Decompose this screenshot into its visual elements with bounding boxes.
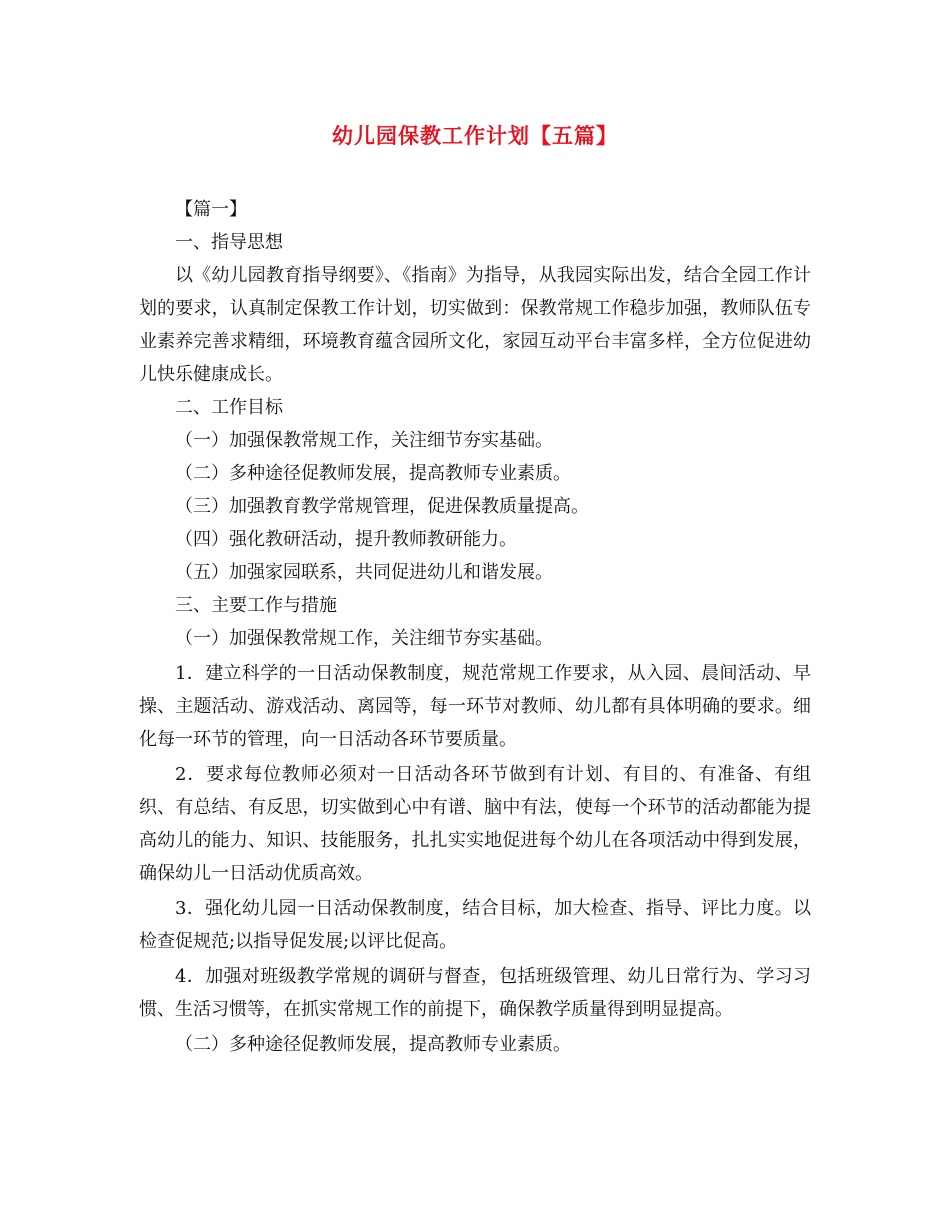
section-heading-work-goals: 二、工作目标 (175, 397, 283, 418)
measure-paragraph-2: 2．要求每位教师必须对一日活动各环节做到有计划、有目的、有准备、有组织、有总结、有反思，切实做到心中有谱、脑中有法，使每一个环节的活动都能为提高幼儿的能力、知识、技能服务，扎扎实实地促进每个幼儿在各项活动中得到发展，确保幼儿一日活动优质高效。 (139, 764, 811, 884)
goal-item-1: （一）加强保教常规工作，关注细节夯实基础。 (175, 430, 553, 451)
document-body (139, 193, 811, 1061)
goal-item-3: （三）加强教育教学常规管理，促进保教质量提高。 (175, 496, 589, 517)
section-heading-part-one: 【篇一】 (175, 199, 247, 220)
section-heading-guiding-thought: 一、指导思想 (175, 232, 283, 253)
goal-item-5: （五）加强家园联系，共同促进幼儿和谐发展。 (175, 562, 553, 583)
measure-paragraph-4: 4．加强对班级教学常规的调研与督查，包括班级管理、幼儿日常行为、学习习惯、生活习惯等，在抓实常规工作的前提下，确保教学质量得到明显提高。 (139, 966, 811, 1020)
goal-item-2: （二）多种途径促教师发展，提高教师专业素质。 (175, 463, 571, 484)
section-heading-main-work: 三、主要工作与措施 (175, 595, 337, 616)
subsection-heading-1: （一）加强保教常规工作，关注细节夯实基础。 (175, 628, 553, 649)
measure-paragraph-1: 1．建立科学的一日活动保教制度，规范常规工作要求，从入园、晨间活动、早操、主题活动、游戏活动、离园等，每一环节对教师、幼儿都有具体明确的要求。细化每一环节的管理，向一日活动各环节要质量。 (139, 663, 811, 750)
paragraph-guiding-thought: 以《幼儿园教育指导纲要》、《指南》为指导，从我园实际出发，结合全园工作计划的要求，认真制定保教工作计划，切实做到：保教常规工作稳步加强，教师队伍专业素养完善求精细，环境教育蕴含园所文化，家园互动平台丰富多样，全方位促进幼儿快乐健康成长。 (139, 265, 811, 385)
subsection-heading-2: （二）多种途径促教师发展，提高教师专业素质。 (175, 1034, 571, 1055)
goal-item-4: （四）强化教研活动，提升教师教研能力。 (175, 529, 517, 550)
document-title: 幼儿园保教工作计划【五篇】 (332, 124, 618, 148)
measure-paragraph-3: 3．强化幼儿园一日活动保教制度，结合目标，加大检查、指导、评比力度。以检查促规范;以指导促发展;以评比促高。 (139, 898, 811, 952)
